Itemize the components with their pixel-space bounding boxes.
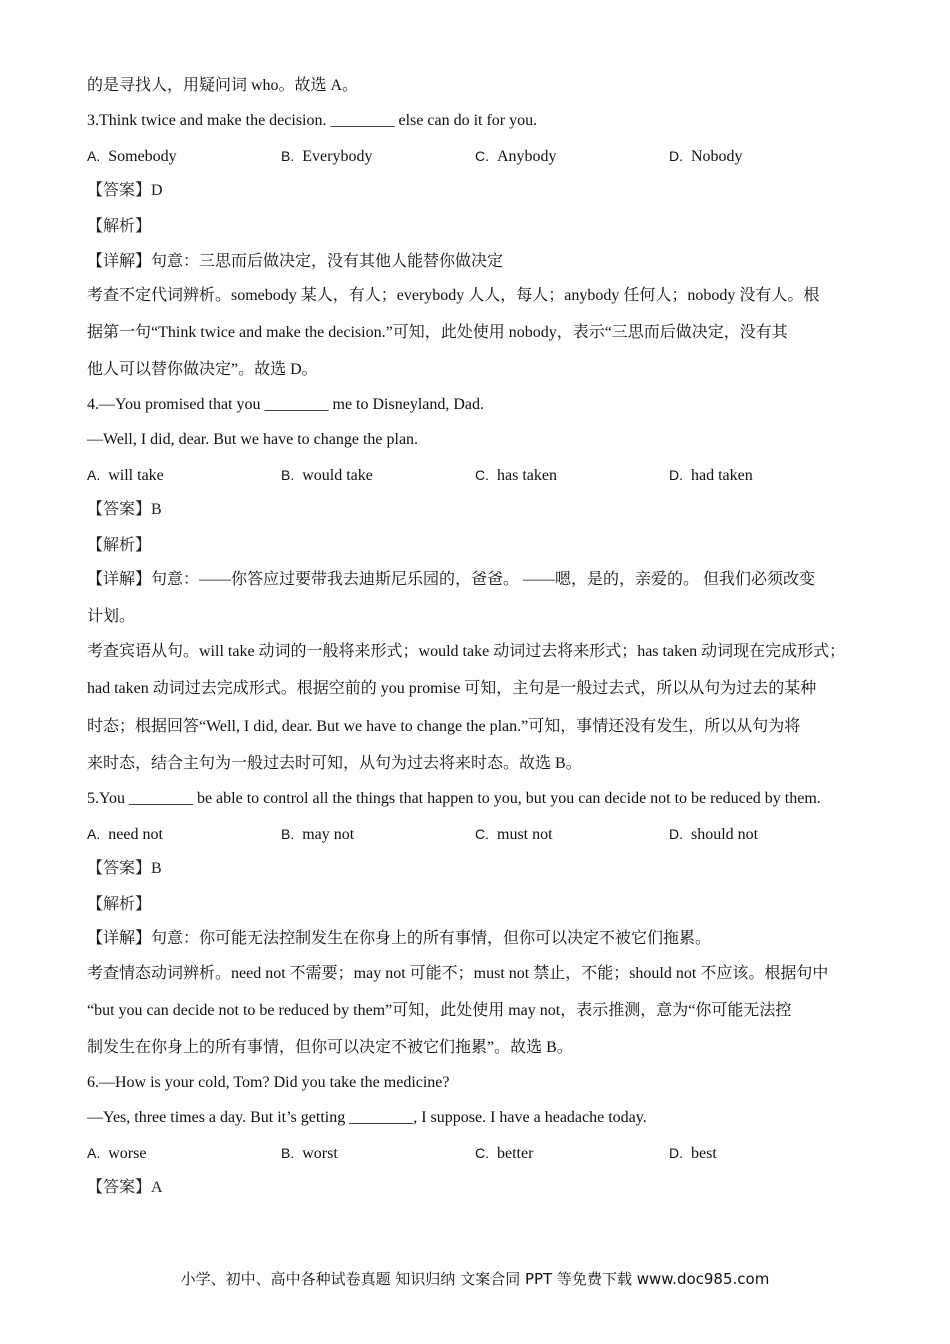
q4-detail-line: 考查宾语从句。will take 动词的一般将来形式；would take 动词过去将来形式；has taken 动词现在完成形式； [87, 643, 846, 660]
q4-answer: 【答案】B [87, 501, 162, 518]
q4-detail-line: 时态；根据回答“Well, I did, dear. But we have to change the plan.”可知，事情还没有发生，所以从句为将 [87, 718, 801, 735]
q5-analysis-heading: 【解析】 [87, 896, 152, 913]
q5-detail-line: 制发生在你身上的所有事情，但你可以决定不被它们拖累”。故选 B。 [87, 1039, 573, 1056]
q5-option-d: D. should not [669, 826, 759, 843]
question-6-reply: —Yes, three times a day. But it’s getting ________, I suppose. I have a headache today. [87, 1109, 647, 1126]
q4-option-b: B. would take [281, 467, 373, 484]
q5-detail-line: “but you can decide not to be reduced by them”可知，此处使用 may not，表示推测，意为“你可能无法控 [87, 1002, 792, 1019]
page-footer: 小学、初中、高中各种试卷真题 知识归纳 文案合同 PPT 等免费下载 www.doc985.com [180, 1270, 770, 1288]
question-3-stem: 3.Think twice and make the decision. ________ else can do it for you. [87, 112, 538, 129]
q3-detail-line: 考查不定代词辨析。somebody 某人，有人；everybody 人人，每人；anybody 任何人；nobody 没有人。根 [87, 287, 820, 304]
q3-detail-line: 【详解】句意：三思而后做决定，没有其他人能替你做决定 [87, 253, 504, 270]
q3-option-c: C. Anybody [475, 148, 557, 165]
q3-answer: 【答案】D [87, 182, 163, 199]
q4-detail-line: had taken 动词过去完成形式。根据空前的 you promise 可知，主句是一般过去式，所以从句为过去的某种 [87, 680, 817, 697]
q5-option-b: B. may not [281, 826, 355, 843]
q6-option-c: C. better [475, 1145, 534, 1162]
q3-detail-line: 他人可以替你做决定”。故选 D。 [87, 361, 318, 378]
q5-option-c: C. must not [475, 826, 553, 843]
q5-option-a: A. need not [87, 826, 163, 843]
q3-option-d: D. Nobody [669, 148, 743, 165]
q6-option-d: D. best [669, 1145, 717, 1162]
q6-answer: 【答案】A [87, 1179, 163, 1196]
q6-option-b: B. worst [281, 1145, 338, 1162]
q3-option-a: A. Somebody [87, 148, 177, 165]
q5-detail-line: 考查情态动词辨析。need not 不需要；may not 可能不；must not 禁止，不能；should not 不应该。根据句中 [87, 965, 829, 982]
text-line: 的是寻找人，用疑问词 who。故选 A。 [87, 77, 359, 94]
q3-option-b: B. Everybody [281, 148, 373, 165]
q6-option-a: A. worse [87, 1145, 147, 1162]
q5-detail-line: 【详解】句意：你可能无法控制发生在你身上的所有事情，但你可以决定不被它们拖累。 [87, 930, 712, 947]
q4-detail-line: 【详解】句意：——你答应过要带我去迪斯尼乐园的，爸爸。 ——嗯，是的，亲爱的。 但我们必须改变 [87, 571, 816, 588]
q4-option-a: A. will take [87, 467, 164, 484]
q4-detail-line: 来时态，结合主句为一般过去时可知，从句为过去将来时态。故选 B。 [87, 755, 582, 772]
q4-analysis-heading: 【解析】 [87, 537, 152, 554]
question-5-stem: 5.You ________ be able to control all the things that happen to you, but you can decide not to be reduced by them. [87, 790, 821, 807]
q5-answer: 【答案】B [87, 860, 162, 877]
question-6-stem: 6.—How is your cold, Tom? Did you take the medicine? [87, 1074, 450, 1091]
q4-option-c: C. has taken [475, 467, 557, 484]
q4-option-d: D. had taken [669, 467, 753, 484]
question-4-reply: —Well, I did, dear. But we have to change the plan. [87, 431, 419, 448]
q3-analysis-heading: 【解析】 [87, 218, 152, 235]
q4-detail-line: 计划。 [87, 608, 136, 625]
question-4-stem: 4.—You promised that you ________ me to Disneyland, Dad. [87, 396, 485, 413]
q3-detail-line: 据第一句“Think twice and make the decision.”可知，此处使用 nobody，表示“三思而后做决定，没有其 [87, 324, 788, 341]
